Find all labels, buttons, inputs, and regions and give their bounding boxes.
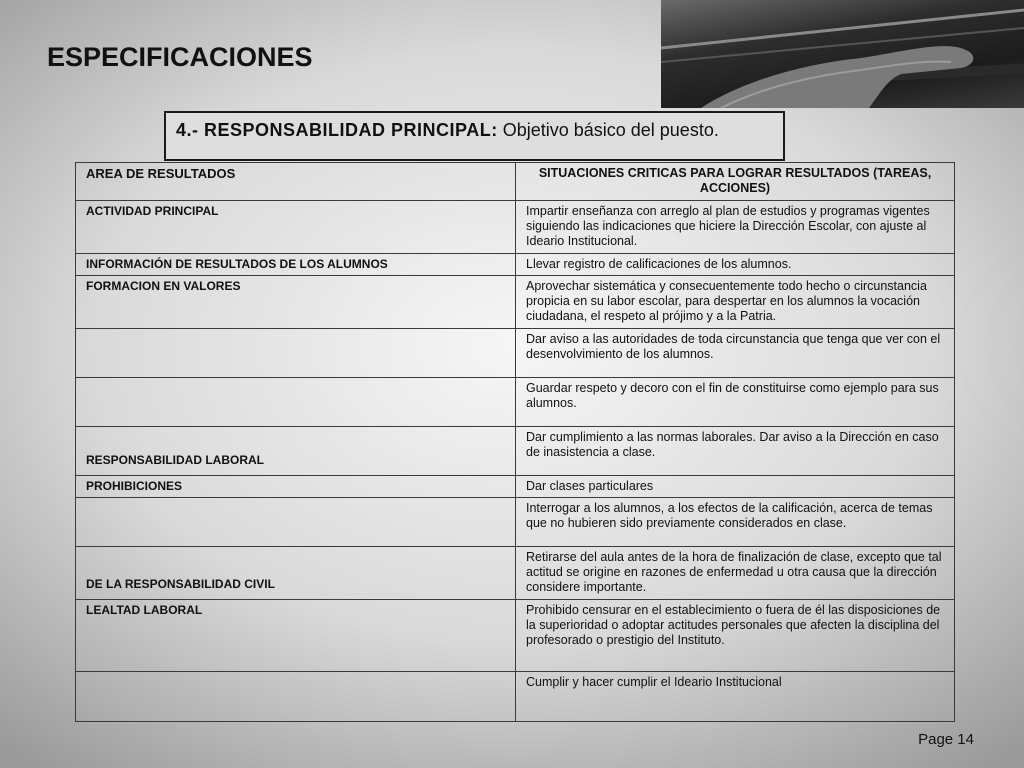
area-cell: RESPONSABILIDAD LABORAL: [76, 427, 516, 476]
column-header-tasks: SITUACIONES CRITICAS PARA LOGRAR RESULTADOS (TAREAS, ACCIONES): [516, 163, 955, 201]
task-cell: Dar cumplimiento a las normas laborales. Dar aviso a la Dirección en caso de inasistencia a clase.: [516, 427, 955, 476]
table-row: [76, 427, 955, 476]
task-cell: Llevar registro de calificaciones de los alumnos.: [516, 254, 955, 276]
task-cell: Prohibido censurar en el establecimiento o fuera de él las disposiciones de la superioridad o adoptar actitudes personales que afecten la disciplina del profesorado o prestigio del Instituto.: [516, 600, 955, 672]
area-cell: [76, 378, 516, 427]
page-number: Page 14: [918, 731, 974, 748]
table-row: [76, 329, 955, 378]
section-heading: 4.- RESPONSABILIDAD PRINCIPAL:: [176, 120, 498, 140]
section-subheading: Objetivo básico del puesto.: [502, 120, 719, 140]
area-cell: [76, 672, 516, 722]
task-cell: Aprovechar sistemática y consecuentemente todo hecho o circunstancia propicia en su labor escolar, para despertar en los alumnos la vocación ciudadana, el respeto al prójimo y a la Patria.: [516, 276, 955, 329]
task-cell: Retirarse del aula antes de la hora de finalización de clase, excepto que tal actitud se origine en razones de enfermedad u otra causa que la dirección considere importante.: [516, 547, 955, 600]
table-row: [76, 254, 955, 276]
area-cell: [76, 329, 516, 378]
table-header-row: [76, 163, 955, 201]
area-cell: FORMACION EN VALORES: [76, 276, 516, 329]
task-cell: Impartir enseñanza con arreglo al plan de estudios y programas vigentes siguiendo las indicaciones que hiciere la Dirección Escolar, con ajuste al Ideario Institucional.: [516, 201, 955, 254]
task-cell: Dar clases particulares: [516, 476, 955, 498]
area-cell: PROHIBICIONES: [76, 476, 516, 498]
task-cell: Cumplir y hacer cumplir el Ideario Institucional: [516, 672, 955, 722]
column-header-area: AREA DE RESULTADOS: [76, 163, 516, 201]
specifications-table: [75, 162, 955, 722]
task-cell: Interrogar a los alumnos, a los efectos de la calificación, acerca de temas que no hubieren sido previamente considerados en clase.: [516, 498, 955, 547]
table-row: [76, 276, 955, 329]
table-row: [76, 476, 955, 498]
area-cell: INFORMACIÓN DE RESULTADOS DE LOS ALUMNOS: [76, 254, 516, 276]
page-title: ESPECIFICACIONES: [47, 42, 313, 72]
table-row: [76, 547, 955, 600]
table-row: [76, 498, 955, 547]
area-cell: [76, 498, 516, 547]
area-cell: LEALTAD LABORAL: [76, 600, 516, 672]
area-cell: DE LA RESPONSABILIDAD CIVIL: [76, 547, 516, 600]
section-heading-box: [164, 111, 785, 161]
table-row: [76, 600, 955, 672]
table-row: [76, 378, 955, 427]
task-cell: Dar aviso a las autoridades de toda circunstancia que tenga que ver con el desenvolvimiento de los alumnos.: [516, 329, 955, 378]
header-photo: [661, 0, 1024, 108]
table-row: [76, 672, 955, 722]
task-cell: Guardar respeto y decoro con el fin de constituirse como ejemplo para sus alumnos.: [516, 378, 955, 427]
table-row: [76, 201, 955, 254]
area-cell: ACTIVIDAD PRINCIPAL: [76, 201, 516, 254]
hand-photo-image: [661, 0, 1024, 108]
